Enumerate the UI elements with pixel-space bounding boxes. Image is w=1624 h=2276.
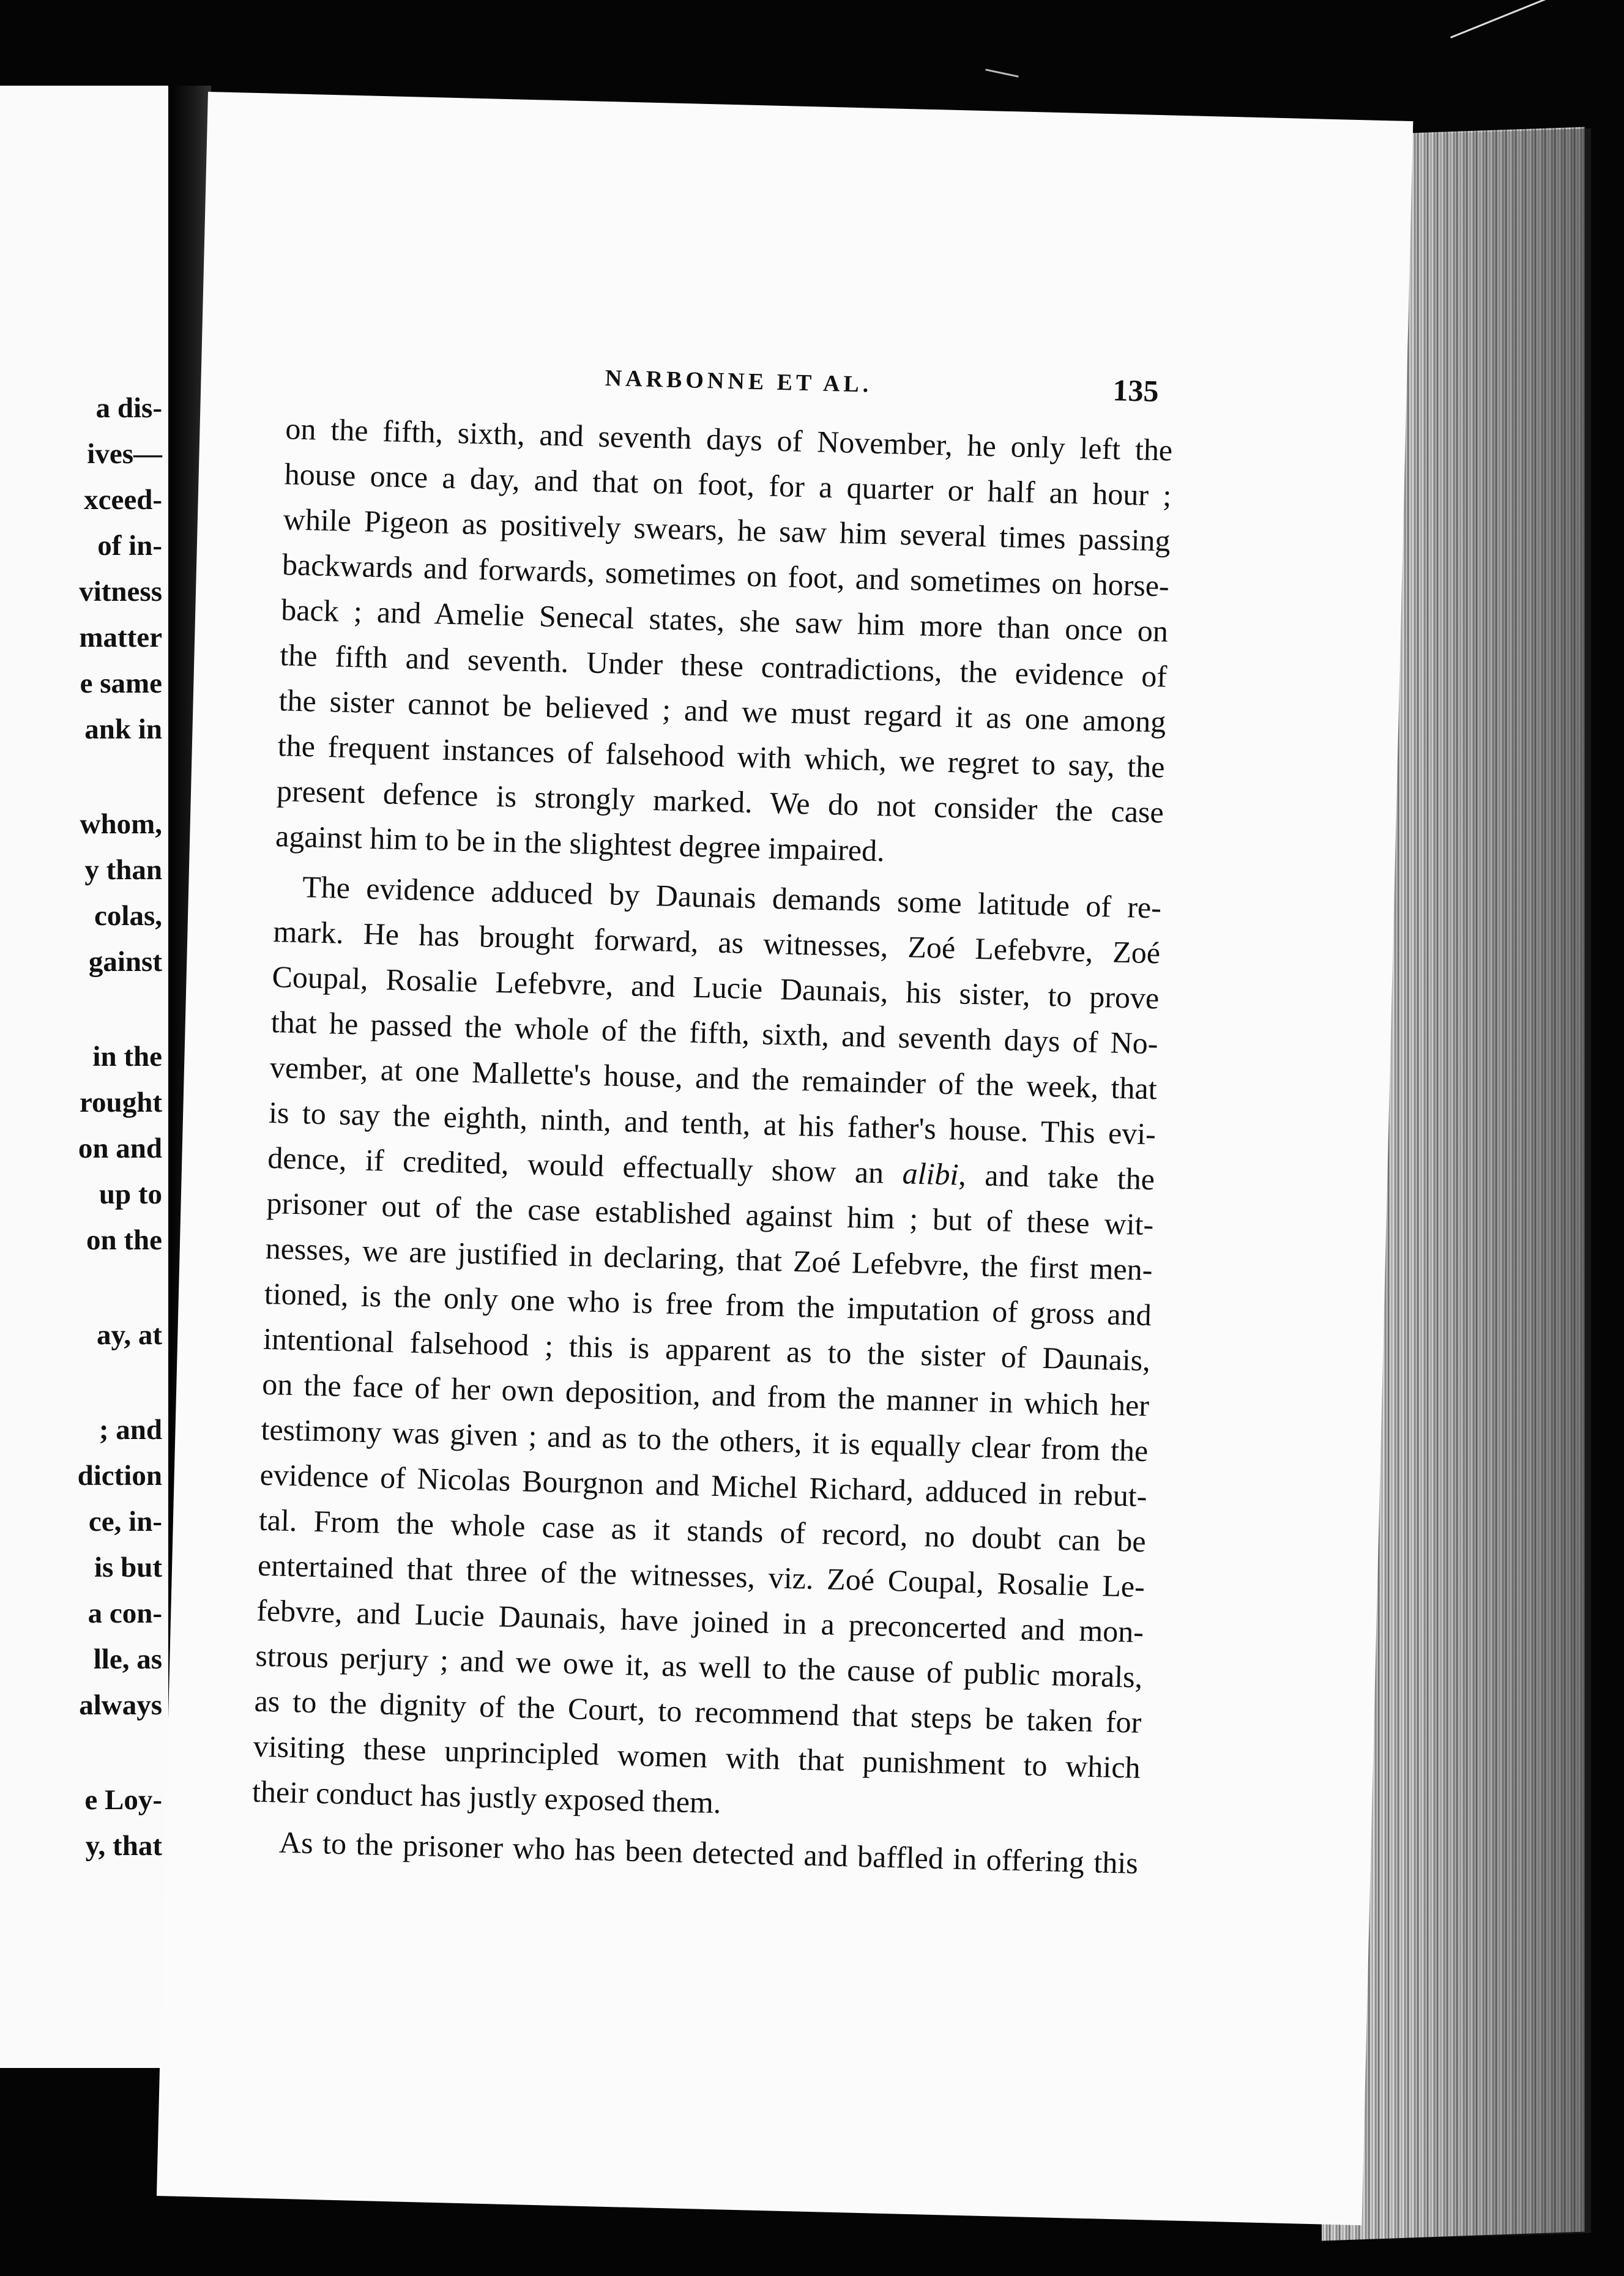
facing-page-line: is but [94,1552,162,1583]
text-line: the fifth and seventh. Under these contradictions, the evidence of [279,638,1168,694]
facing-page-fragment [0,86,168,2068]
facing-page-line: e same [80,668,162,699]
text-line: mark. He has brought forward, as witnesses, Zoé Lefebvre, Zoé [272,914,1161,970]
text-line: the sister cannot be believed ; and we must regard it as one among [278,683,1166,739]
page-edges-shadow [1407,128,1591,2239]
facing-page-line: gainst [88,946,162,978]
book-page [157,92,1413,2225]
text-line: their conduct has justly exposed them. [251,1774,722,1820]
facing-page-line: ank in [84,713,162,745]
facing-page-line: ay, at [96,1319,162,1351]
text-line: strous perjury ; and we owe it, as well to the cause of public morals, [255,1638,1143,1695]
facing-page-line: up to [99,1178,162,1210]
text-line: on the fifth, sixth, and seventh days of November, he only left the [285,411,1173,467]
text-line: visiting these unprincipled women with that punishment to which [253,1728,1141,1785]
text-line: while Pigeon as positively swears, he saw him several times passing [283,502,1171,558]
facing-page-line: always [79,1689,162,1721]
body-text [250,406,1173,1886]
text-line: febvre, and Lucie Daunais, have joined in a preconcerted and mon- [256,1593,1144,1649]
scan-artifact [985,69,1018,77]
facing-page-line: of in- [97,530,162,562]
facing-page-line: diction [77,1460,162,1492]
paragraph-start-line: As to the prisoner who has been detected and baffled in offering this [278,1824,1139,1880]
page-number: 135 [1112,373,1160,409]
text-line: intentional falsehood ; this is apparent as to the sister of Daunais, [263,1321,1151,1378]
facing-page-line: lle, as [93,1643,162,1675]
text-line: backwards and forwards, sometimes on foot, and sometimes on horse- [281,547,1170,603]
text-line: tal. From the whole case as it stands of record, no doubt can be [258,1502,1147,1559]
facing-page-line: xceed- [84,484,162,516]
facing-page-line: matter [79,622,162,653]
text-line: vember, at one Mallette's house, and the remainder of the week, that [269,1049,1158,1106]
facing-page-line: rought [80,1087,162,1118]
facing-page-line: in the [92,1041,162,1073]
facing-page-line: colas, [94,900,162,932]
text-line: entertained that three of the witnesses, viz. Zoé Coupal, Rosalie Le- [257,1547,1145,1604]
facing-page-line: y, that [85,1830,162,1862]
facing-page-line: ce, in- [88,1506,162,1538]
text-line: present defence is strongly marked. We do not consider the case [276,773,1164,830]
text-line: is to say the eighth, ninth, and tenth, at his father's house. This evi- [268,1095,1157,1151]
facing-page-line: y than [84,854,162,886]
facing-page-line: vitness [79,576,162,608]
text-line: on the face of her own deposition, and from the manner in which her [261,1366,1150,1423]
text-line: testimony was given ; and as to the others, it is equally clear from the [260,1411,1149,1468]
facing-page-line: e Loy- [84,1784,162,1816]
text-line: that he passed the whole of the fifth, sixth, and seventh days of No- [270,1004,1159,1061]
text-line: as to the dignity of the Court, to recommend that steps be taken for [254,1683,1142,1740]
facing-page-line: ; and [99,1414,162,1446]
paragraph-start-line: The evidence adduced by Daunais demands some latitude of re- [302,869,1162,925]
text-line: the frequent instances of falsehood with which, we regret to say, the [277,728,1166,784]
facing-page-line: ives— [87,438,162,470]
text-line: house once a day, and that on foot, for a quarter or half an hour ; [284,456,1172,513]
text-line: dence, if credited, would effectually show an alibi, and take the [267,1140,1155,1197]
text-line: evidence of Nicolas Bourgnon and Michel Richard, adduced in rebut- [259,1457,1148,1514]
facing-page-line: on the [86,1224,162,1256]
italic-term: alibi [902,1156,959,1192]
facing-page-line: on and [78,1132,162,1164]
text-line: against him to be in the slightest degree impaired. [275,819,885,868]
text-line: nesses, we are justified in declaring, that Zoé Lefebvre, the first men- [265,1230,1153,1287]
text-line: prisoner out of the case established against him ; but of these wit- [266,1185,1154,1242]
facing-page-line: whom, [80,808,162,840]
facing-page-line: a con- [88,1597,162,1629]
text-line: back ; and Amelie Senecal states, she saw him more than once on [280,592,1169,649]
text-line: Coupal, Rosalie Lefebvre, and Lucie Daunais, his sister, to prove [272,959,1160,1016]
text-line: tioned, is the only one who is free from the imputation of gross and [264,1276,1152,1333]
scan-artifact [1450,0,1621,39]
running-head: NARBONNE ET AL. [605,365,873,398]
facing-page-line: a dis- [95,392,162,424]
